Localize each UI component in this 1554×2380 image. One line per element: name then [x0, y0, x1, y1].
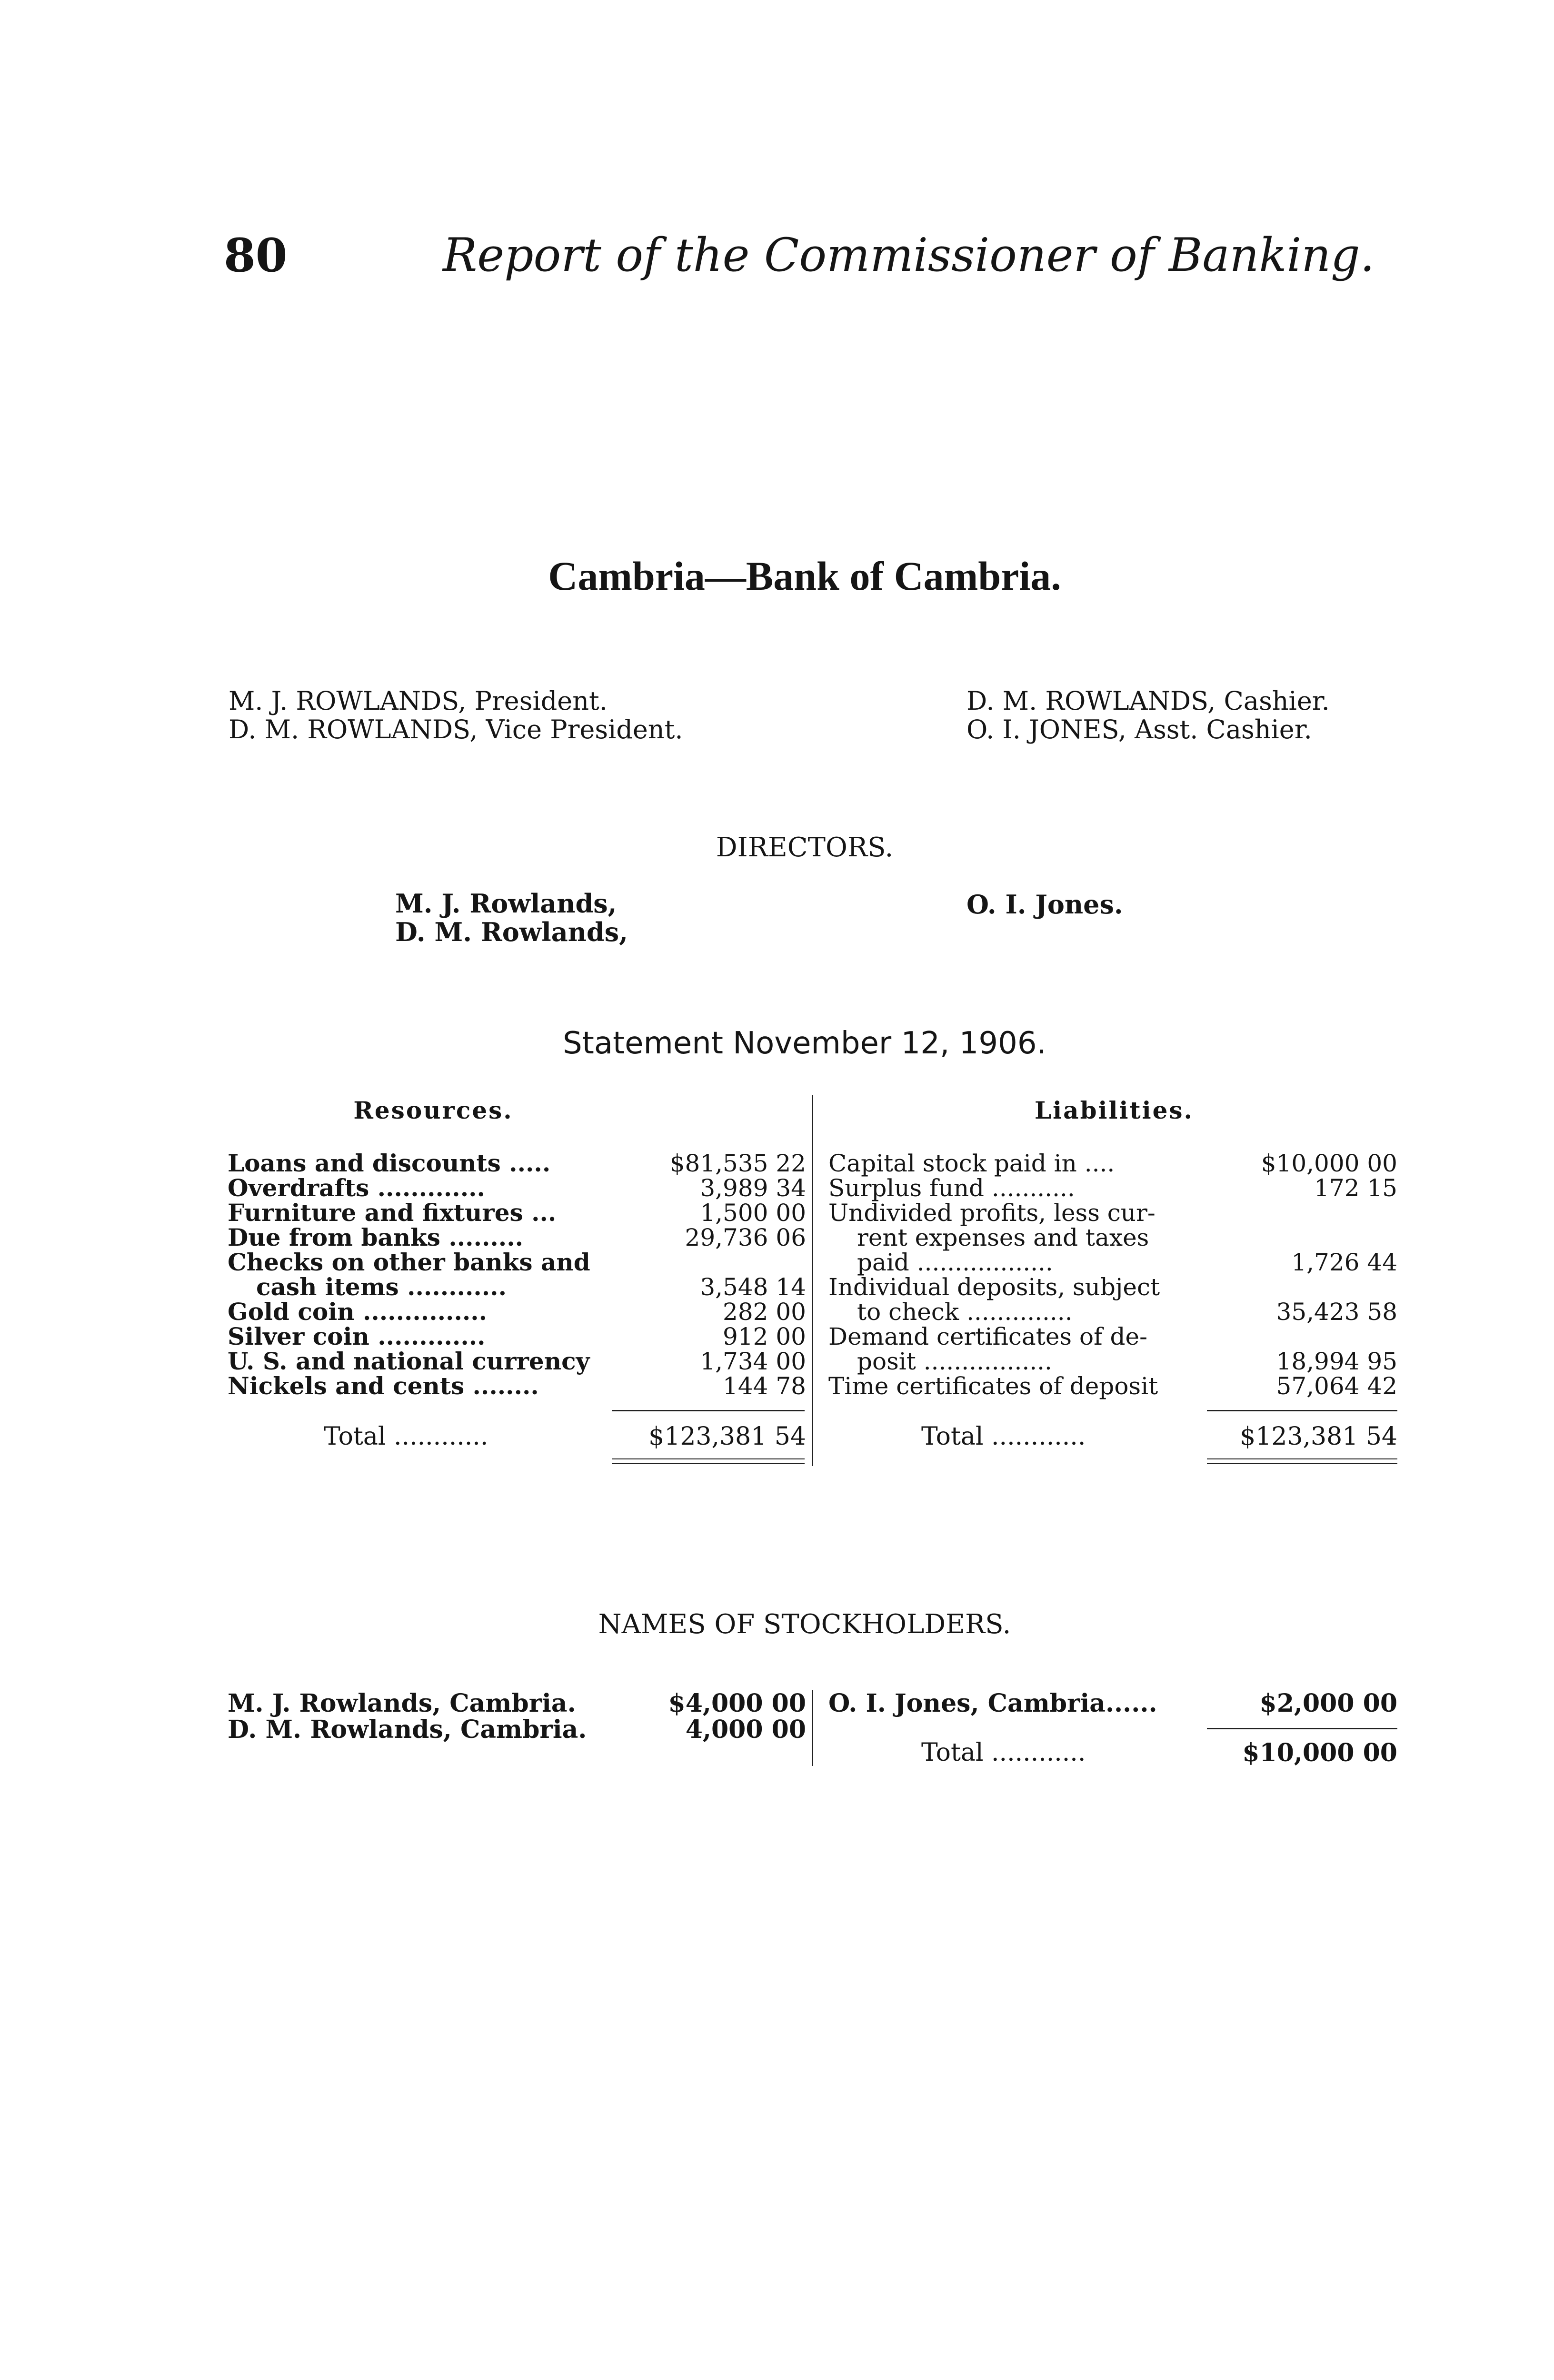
- ledger-amount: 282 00: [723, 1298, 806, 1326]
- stockholders-right: [828, 1689, 1400, 1717]
- ledger-row: [228, 1374, 808, 1398]
- ledger-amount: $81,535 22: [669, 1150, 806, 1177]
- director-name: O. I. Jones.: [966, 889, 1123, 920]
- ledger-row: [228, 1151, 808, 1176]
- ledger-label: Capital stock paid in ....: [828, 1150, 1115, 1177]
- ledger-row: [228, 1200, 808, 1225]
- director-name: M. J. Rowlands,: [395, 888, 617, 919]
- ledger-row: [828, 1299, 1400, 1324]
- ledger-label: Time certificates of deposit: [828, 1372, 1158, 1400]
- stockholder-name: M. J. Rowlands, Cambria.: [228, 1689, 576, 1718]
- ledger-amount: 29,736 06: [685, 1224, 806, 1251]
- resources-heading: Resources.: [353, 1096, 513, 1124]
- stockholder-amount: 4,000 00: [685, 1715, 806, 1744]
- column-divider: [812, 1095, 813, 1466]
- ledger-label: Individual deposits, subject: [828, 1273, 1160, 1301]
- resources-total-rule: [612, 1410, 805, 1411]
- ledger-amount: 144 78: [723, 1372, 806, 1400]
- liabilities-heading: Liabilities.: [1035, 1096, 1194, 1124]
- ledger-row: [828, 1225, 1400, 1250]
- directors-heading: DIRECTORS.: [716, 832, 894, 863]
- liabilities-total-rule: [1207, 1410, 1397, 1411]
- ledger-row: [828, 1374, 1400, 1398]
- liabilities-double-rule: [1207, 1458, 1397, 1459]
- stockholders-left: [228, 1689, 808, 1746]
- ledger-label: Gold coin ...............: [228, 1298, 488, 1326]
- ledger-amount: $10,000 00: [1261, 1150, 1397, 1177]
- ledger-amount: 1,500 00: [700, 1199, 806, 1227]
- ledger-label: posit .................: [857, 1348, 1052, 1375]
- ledger-amount: 1,726 44: [1291, 1249, 1397, 1276]
- ledger-amount: 35,423 58: [1276, 1298, 1397, 1326]
- ledger-label: Surplus fund ...........: [828, 1174, 1075, 1202]
- ledger-label: Undivided profits, less cur-: [828, 1199, 1156, 1227]
- statement-heading: Statement November 12, 1906.: [563, 1026, 1046, 1061]
- stockholder-amount: $4,000 00: [668, 1689, 806, 1718]
- stockholders-divider: [812, 1690, 813, 1766]
- stockholders-total-amount: $10,000 00: [1242, 1738, 1397, 1767]
- ledger-label: Silver coin .............: [228, 1322, 486, 1350]
- liabilities-ledger: [828, 1151, 1400, 1398]
- ledger-label: rent expenses and taxes: [857, 1224, 1149, 1251]
- liabilities-total-amount: $123,381 54: [1240, 1422, 1397, 1451]
- running-title: Report of the Commissioner of Banking.: [443, 228, 1375, 282]
- ledger-row: [828, 1200, 1400, 1225]
- resources-double-rule: [612, 1458, 805, 1459]
- ledger-row: [228, 1324, 808, 1349]
- resources-double-rule: [612, 1463, 805, 1464]
- ledger-amount: 3,548 14: [700, 1273, 806, 1301]
- ledger-label: Due from banks .........: [228, 1223, 524, 1251]
- ledger-row: [828, 1324, 1400, 1349]
- liabilities-double-rule: [1207, 1463, 1397, 1464]
- stockholder-name: D. M. Rowlands, Cambria.: [228, 1715, 587, 1744]
- ledger-label: Overdrafts .............: [228, 1174, 485, 1202]
- ledger-amount: 3,989 34: [700, 1174, 806, 1202]
- ledger-label: Loans and discounts .....: [228, 1149, 551, 1177]
- ledger-row: [228, 1250, 808, 1275]
- ledger-row: [828, 1250, 1400, 1275]
- page-number: 80: [224, 228, 288, 282]
- resources-total-label: Total ............: [324, 1422, 488, 1451]
- ledger-row: [228, 1176, 808, 1200]
- ledger-row: [828, 1151, 1400, 1176]
- resources-total-amount: $123,381 54: [648, 1422, 806, 1451]
- ledger-label: U. S. and national currency: [228, 1347, 590, 1375]
- ledger-label: to check ..............: [857, 1298, 1073, 1326]
- directors-left: [395, 889, 628, 946]
- ledger-amount: 172 15: [1314, 1174, 1397, 1202]
- ledger-amount: 912 00: [723, 1323, 806, 1350]
- officer-cashier: D. M. ROWLANDS, Cashier.: [966, 686, 1330, 716]
- ledger-row: [228, 1349, 808, 1374]
- ledger-row: [828, 1349, 1400, 1374]
- officers-right: [966, 687, 1330, 744]
- bank-title: Cambria—Bank of Cambria.: [548, 553, 1061, 599]
- officer-president: M. J. ROWLANDS, President.: [229, 686, 608, 716]
- director-name: D. M. Rowlands,: [395, 917, 628, 947]
- ledger-label: Nickels and cents ........: [228, 1372, 539, 1400]
- stockholders-total-label: Total ............: [921, 1738, 1086, 1767]
- ledger-label: Demand certificates of de-: [828, 1323, 1147, 1350]
- stockholders-heading: NAMES OF STOCKHOLDERS.: [598, 1609, 1011, 1640]
- stockholders-total-rule: [1207, 1728, 1397, 1729]
- ledger-row: [828, 1176, 1400, 1200]
- stockholder-name: O. I. Jones, Cambria......: [828, 1689, 1157, 1718]
- ledger-amount: 1,734 00: [700, 1348, 806, 1375]
- directors-right: [966, 889, 1123, 920]
- officers-left: [229, 687, 683, 744]
- ledger-label: cash items ............: [256, 1273, 507, 1301]
- stockholder-amount: $2,000 00: [1259, 1689, 1397, 1718]
- ledger-label: Checks on other banks and: [228, 1248, 590, 1276]
- officer-vice-president: D. M. ROWLANDS, Vice President.: [229, 714, 683, 744]
- ledger-amount: 57,064 42: [1276, 1372, 1397, 1400]
- ledger-row: [228, 1299, 808, 1324]
- ledger-row: [228, 1225, 808, 1250]
- liabilities-total-label: Total ............: [921, 1422, 1086, 1451]
- ledger-amount: 18,994 95: [1276, 1348, 1397, 1375]
- officer-asst-cashier: O. I. JONES, Asst. Cashier.: [966, 714, 1312, 744]
- resources-ledger: [228, 1151, 808, 1398]
- ledger-row: [228, 1275, 808, 1299]
- ledger-row: [828, 1275, 1400, 1299]
- ledger-label: Furniture and fixtures ...: [228, 1199, 557, 1227]
- ledger-label: paid ..................: [857, 1249, 1053, 1276]
